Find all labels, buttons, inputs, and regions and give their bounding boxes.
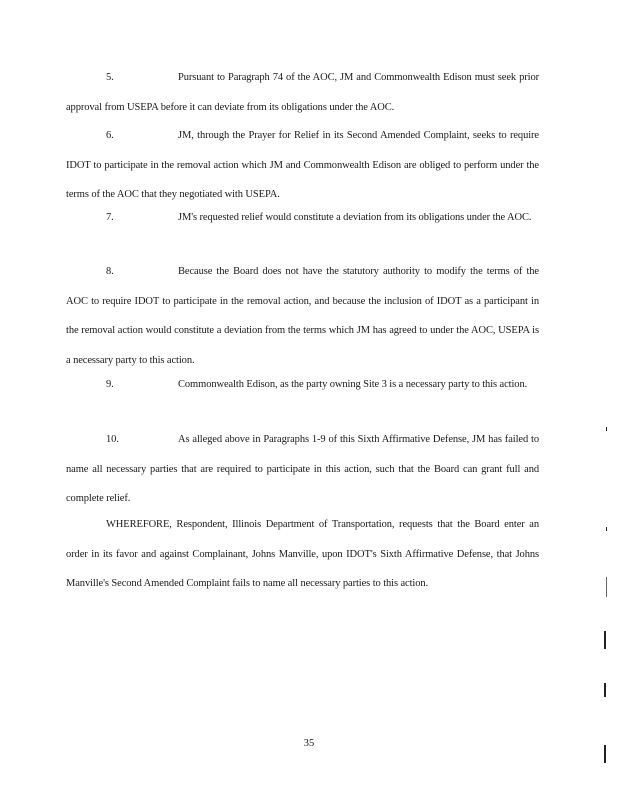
page-number: 35 — [303, 738, 315, 749]
scan-artifact-mark — [606, 577, 607, 597]
paragraph-number: 10. — [106, 434, 119, 445]
paragraph-text: Commonwealth Edison, as the party owning Site 3 is a necessary party to this action. — [178, 379, 528, 390]
paragraph-10 — [66, 425, 539, 514]
paragraph-number: 7. — [106, 212, 114, 223]
paragraph-text: As alleged above in Paragraphs 1-9 of this Sixth Affirmative Defense, JM has failed to name all necessary parties that are required to participate in this action, such that the Board can grant full and complete relief. — [66, 434, 539, 504]
paragraph-8 — [66, 257, 539, 375]
paragraph-text: JM, through the Prayer for Relief in its Second Amended Complaint, seeks to require IDOT to participate in the removal action which JM and Commonwealth Edison are obliged to perform under the terms of the AOC that they negotiated with USEPA. — [66, 130, 539, 200]
scan-artifact-mark — [606, 427, 607, 431]
paragraph-5 — [66, 63, 539, 122]
scan-artifact-mark — [604, 745, 606, 763]
scan-artifact-mark — [604, 631, 606, 649]
paragraph-6 — [66, 121, 539, 210]
wherefore-text: WHEREFORE, Respondent, Illinois Department of Transportation, requests that the Board enter an order in its favor and against Complainant, Johns Manville, upon IDOT's Sixth Affirmative Defense, that Johns Manville's Second Amended Complaint fails to name all necessary parties to this action. — [66, 519, 539, 589]
paragraph-text: Pursuant to Paragraph 74 of the AOC, JM and Commonwealth Edison must seek prior approval from USEPA before it can deviate from its obligations under the AOC. — [66, 72, 539, 113]
paragraph-number: 9. — [106, 379, 114, 390]
scan-artifact-mark — [606, 527, 607, 531]
paragraph-text: JM's requested relief would constitute a deviation from its obligations under the AOC. — [178, 212, 532, 223]
paragraph-number: 8. — [106, 266, 114, 277]
paragraph-text: Because the Board does not have the statutory authority to modify the terms of the AOC to require IDOT to participate in the removal action, and because the inclusion of IDOT as a participant in the removal action would constitute a deviation from the terms which JM has agreed to under the AOC, USEPA is a necessary party to this action. — [66, 266, 539, 366]
paragraph-7 — [66, 203, 539, 233]
paragraph-number: 6. — [106, 130, 114, 141]
paragraph-number: 5. — [106, 72, 114, 83]
wherefore-clause — [66, 510, 539, 599]
scan-artifact-mark — [604, 683, 606, 697]
paragraph-9 — [66, 370, 539, 400]
